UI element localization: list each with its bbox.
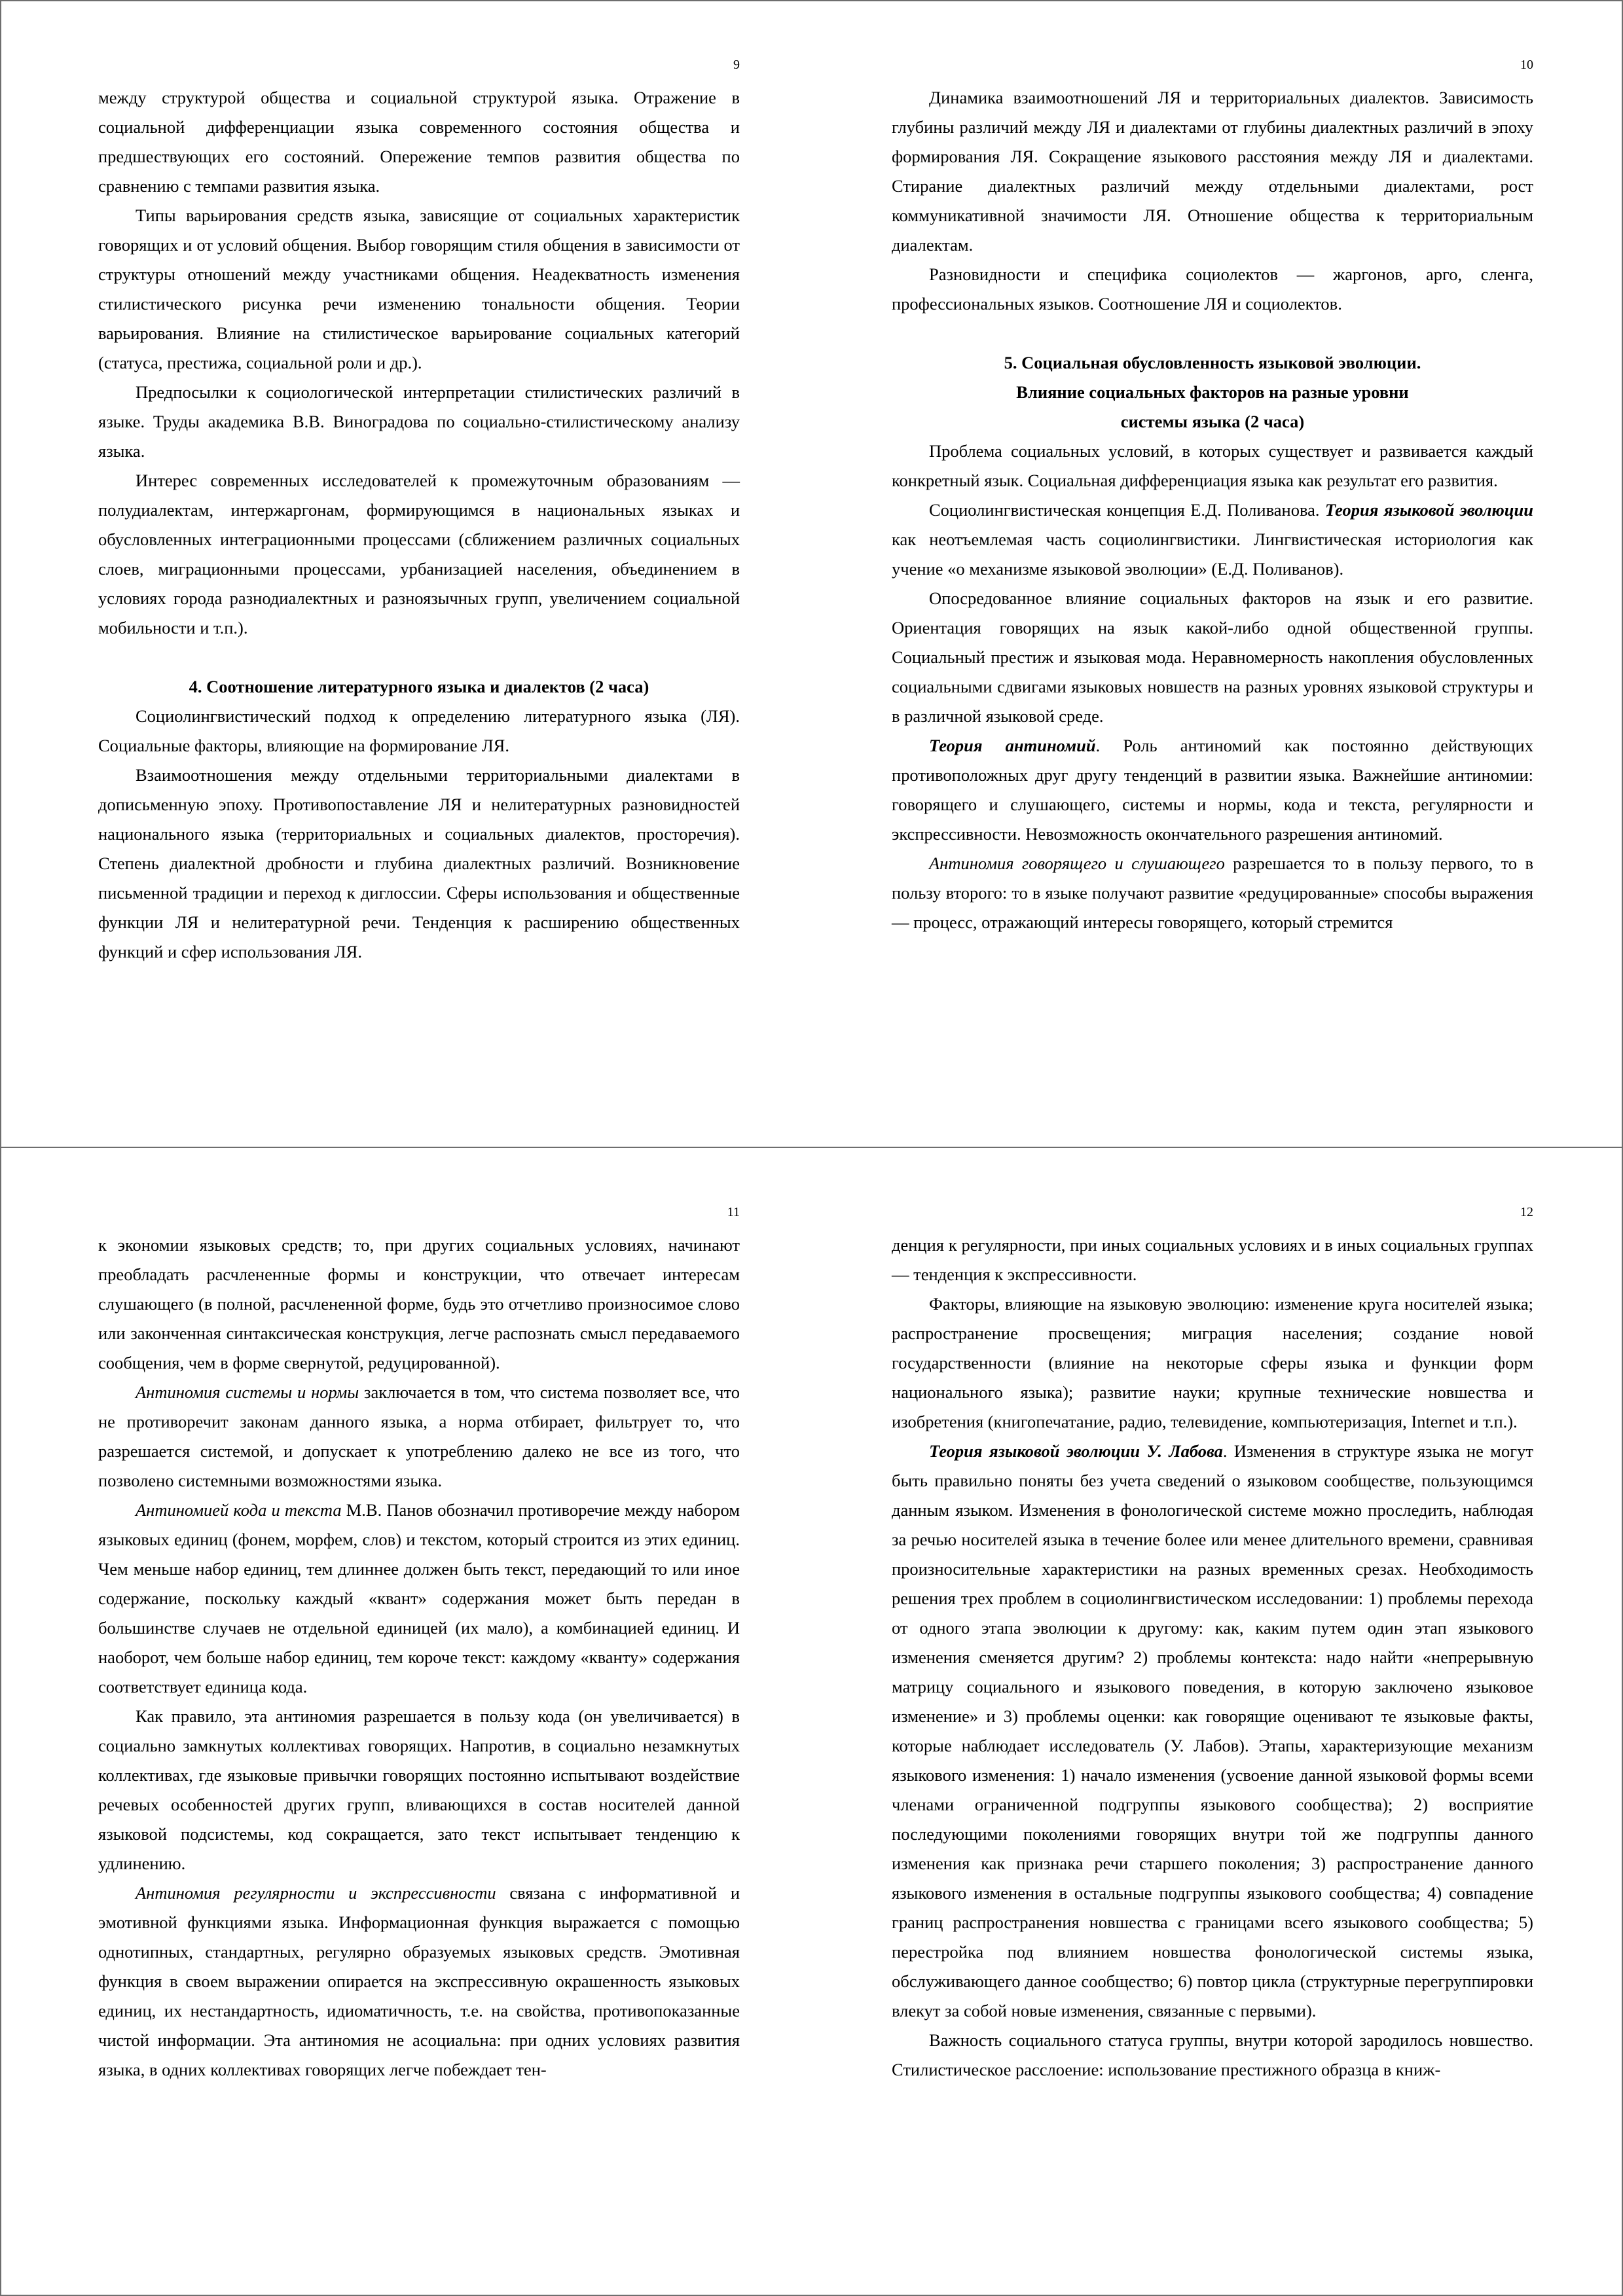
paragraph: Как правило, эта антиномия разрешается в пользу кода (он увеличивается) в социально замкнутых коллективах говорящих. Напротив, в социально незамкнутых коллективах, где языковые привычки говорящих постоянно испытывают воздействие речевых особенностей других групп, вливающихся в состав носителей данной языковой подсистемы, код сокращается, зато текст испытывает тенденцию к удлинению. xyxy=(98,1706,740,1873)
emphasis: Антиномией кода и текста xyxy=(136,1500,342,1520)
section-heading-line: 5. Социальная обусловленность языковой эволюции. xyxy=(1004,353,1421,372)
emphasis: Теория языковой эволюции xyxy=(1324,500,1533,520)
paragraph: Проблема социальных условий, в которых существует и развивается каждый конкретный язык. Социальная дифференциация языка как результат его развития. xyxy=(892,441,1533,490)
paragraph xyxy=(98,1496,740,1702)
text-run: . Роль антиномий как постоянно действующих противоположных друг другу тенденций в развитии языка. Важнейшие антиномии: говорящего и слушающего, системы и нормы, кода и текста, регулярности и экспрессивности. Невозможность окончательного разрешения антиномий. xyxy=(892,736,1533,844)
paragraph xyxy=(98,1878,740,2085)
text-run: Социолингвистическая концепция Е.Д. Поливанова. xyxy=(929,500,1325,520)
paragraph: денция к регулярности, при иных социальных условиях и в иных социальных группах — тенденция к экспрессивности. xyxy=(892,1235,1533,1284)
emphasis: Теория языковой эволюции У. Лабова xyxy=(929,1441,1223,1461)
text-run: М.В. Панов обозначил противоречие между набором языковых единиц (фонем, морфем, слов) и текстом, который строится из этих единиц. Чем меньше набор единиц, тем длиннее должен быть текст, передающий то или иное содержание, поскольку каждый «квант» содержания может быть передан в большинстве случаев не отдельной единицей (их мало), а комбинацией единиц. И наоборот, чем больше набор единиц, тем короче текст: каждому «кванту» содержания соответствует единица кода. xyxy=(98,1500,740,1696)
page-body xyxy=(892,1230,1533,2085)
paragraph xyxy=(892,495,1533,584)
paragraph xyxy=(892,731,1533,849)
section-heading-line: системы языка (2 часа) xyxy=(1120,412,1305,431)
paragraph: Типы варьирования средств языка, зависящие от социальных характеристик говорящих и от условий общения. Выбор говорящим стиля общения в зависимости от структуры отношений между участниками общения. Неадекватность изменения стилистического рисунка речи изменению тональности общения. Теории варьирования. Влияние на стилистическое варьирование социальных категорий (статуса, престижа, социальной роли и др.). xyxy=(98,206,740,372)
sheet-divider xyxy=(0,1147,1623,1148)
page-12 xyxy=(892,1203,1533,2085)
page-number: 10 xyxy=(1520,58,1533,72)
page-9 xyxy=(98,56,740,967)
paragraph: Динамика взаимоотношений ЛЯ и территориальных диалектов. Зависимость глубины различий между ЛЯ и диалектами от глубины диалектных различий в эпоху формирования ЛЯ. Сокращение языкового расстояния между ЛЯ и диалектами. Стирание диалектных различий между отдельными диалектами, рост коммуникативной значимости ЛЯ. Отношение общества к территориальным диалектам. xyxy=(892,88,1533,255)
emphasis: Антиномия регулярности и экспрессивности xyxy=(136,1883,496,1903)
text-run: заключается в том, что система позволяет все, что не противоречит законам данного языка, а норма отбирает, фильтрует то, что разрешается системой, и допускает к употреблению далеко не все из того, что позволено системными возможностями языка. xyxy=(98,1382,740,1490)
paragraph: Важность социального статуса группы, внутри которой зародилось новшество. Стилистическое расслоение: использование престижного образца в книж- xyxy=(892,2030,1533,2079)
page-10 xyxy=(892,56,1533,937)
paragraph: Разновидности и специфика социолектов — жаргонов, арго, сленга, профессиональных языков. Соотношение ЛЯ и социолектов. xyxy=(892,264,1533,314)
page-body xyxy=(892,83,1533,937)
paragraph xyxy=(892,1437,1533,2026)
page-number: 11 xyxy=(727,1205,740,1219)
paragraph xyxy=(892,849,1533,937)
page-11 xyxy=(98,1203,740,2085)
page-number: 12 xyxy=(1520,1205,1533,1219)
text-run: разрешается то в пользу первого, то в пользу второго: то в языке получают развитие «редуцированные» способы выражения — процесс, отражающий интересы говорящего, который стремится xyxy=(892,853,1533,932)
paragraph: Интерес современных исследователей к промежуточным образованиям — полудиалектам, интержаргонам, формирующимся в национальных языках и обусловленных интеграционными процессами (сближением различных социальных слоев, миграционными процессами, урбанизацией населения, объединением в условиях города разнодиалектных и разноязычных групп, увеличением социальной мобильности и т.п.). xyxy=(98,471,740,637)
text-run: как неотъемлемая часть социолингвистики. Лингвистическая историология как учение «о механизме языковой эволюции» (Е.Д. Поливанов). xyxy=(892,529,1533,579)
paragraph: Опосредованное влияние социальных факторов на язык и его развитие. Ориентация говорящих на язык какой-либо одной общественной группы. Социальный престиж и языковая мода. Неравномерность накопления обусловленных социальными сдвигами языковых новшеств на разных уровнях языковой структуры и в различной языковой среде. xyxy=(892,588,1533,726)
section-heading-line: Влияние социальных факторов на разные уровни xyxy=(1016,382,1409,402)
text-run: связана с информативной и эмотивной функциями языка. Информационная функция выражается с помощью однотипных, стандартных, регулярно образуемых языковых средств. Эмотивная функция в своем выражении опирается на экспрессивную окрашенность языковых единиц, их нестандартность, идиоматичность, т.е. на свойства, противопоказанные чистой информации. Эта антиномия не асоциальна: при одних условиях развития языка, в одних коллективах говорящих легче побеждает тен- xyxy=(98,1883,740,2079)
page-body xyxy=(98,83,740,967)
paragraph: к экономии языковых средств; то, при других социальных условиях, начинают преобладать расчлененные формы и конструкции, что отвечает интересам слушающего (в полной, расчлененной форме, будь это отчетливо произносимое слово или законченная синтаксическая конструкция, легче распознать смысл передаваемого сообщения, чем в форме свернутой, редуцированной). xyxy=(98,1235,740,1372)
page-body xyxy=(98,1230,740,2085)
paragraph: между структурой общества и социальной структурой языка. Отражение в социальной дифференциации языка современного состояния общества и предшествующих его состояний. Опережение темпов развития общества по сравнению с темпами развития языка. xyxy=(98,88,740,196)
paragraph: Социолингвистический подход к определению литературного языка (ЛЯ). Социальные факторы, влияющие на формирование ЛЯ. xyxy=(98,706,740,755)
paragraph: Взаимоотношения между отдельными территориальными диалектами в дописьменную эпоху. Противопоставление ЛЯ и нелитературных разновидностей национального языка (территориальных и социальных диалектов, просторечия). Степень диалектной дробности и глубина диалектных различий. Возникновение письменной традиции и переход к диглоссии. Сферы использования и общественные функции ЛЯ и нелитературной речи. Тенденция к расширению общественных функций и сфер использования ЛЯ. xyxy=(98,765,740,961)
section-heading: 4. Соотношение литературного языка и диалектов (2 часа) xyxy=(189,677,649,696)
page-number: 9 xyxy=(733,58,740,72)
emphasis: Антиномия системы и нормы xyxy=(136,1382,359,1402)
emphasis: Антиномия говорящего и слушающего xyxy=(929,853,1225,873)
paragraph: Факторы, влияющие на языковую эволюцию: изменение круга носителей языка; распространение просвещения; миграция населения; создание новой государственности (влияние на некоторые сферы языка и функции форм национального языка); развитие науки; крупные технические новшества и изобретения (книгопечатание, радио, телевидение, компьютеризация, Internet и т.п.). xyxy=(892,1294,1533,1431)
emphasis: Теория антиномий xyxy=(929,736,1096,755)
paragraph xyxy=(98,1378,740,1496)
paragraph: Предпосылки к социологической интерпретации стилистических различий в языке. Труды академика В.В. Виноградова по социально-стилистическому анализу языка. xyxy=(98,382,740,461)
text-run: . Изменения в структуре языка не могут быть правильно поняты без учета сведений о языковом сообществе, пользующимся данным языком. Изменения в фонологической системе можно проследить, наблюдая за речью носителей языка в течение более или менее длительного времени, сравнивая произносительные характеристики на разных временных срезах. Необходимость решения трех проблем в социолингвистическом исследовании: 1) проблемы перехода от одного этапа эволюции к другому: как, каким путем один этап языкового изменения сменяется другим? 2) проблемы контекста: надо найти «непрерывную матрицу социального и языкового поведения, в которую заключено языковое изменение» и 3) проблемы оценки: как говорящие оценивают те языковые факты, которые наблюдает исследователь (У. Лабов). Этапы, характеризующие механизм языкового изменения: 1) начало изменения (усвоение данной языковой формы всеми членами ограниченной подгруппы языкового сообщества); 2) восприятие последующими поколениями говорящих внутри той же подгруппы данного изменения как признака речи старшего поколения; 3) распространение данного языкового изменения в остальные подгруппы языкового сообщества; 4) совпадение границ распространения новшества с границами всего языкового сообщества; 5) перестройка под влиянием новшества фонологической системы языка, обслуживающего данное сообщество; 6) повтор цикла (структурные перегруппировки влекут за собой новые изменения, связанные с первыми). xyxy=(892,1441,1534,2020)
